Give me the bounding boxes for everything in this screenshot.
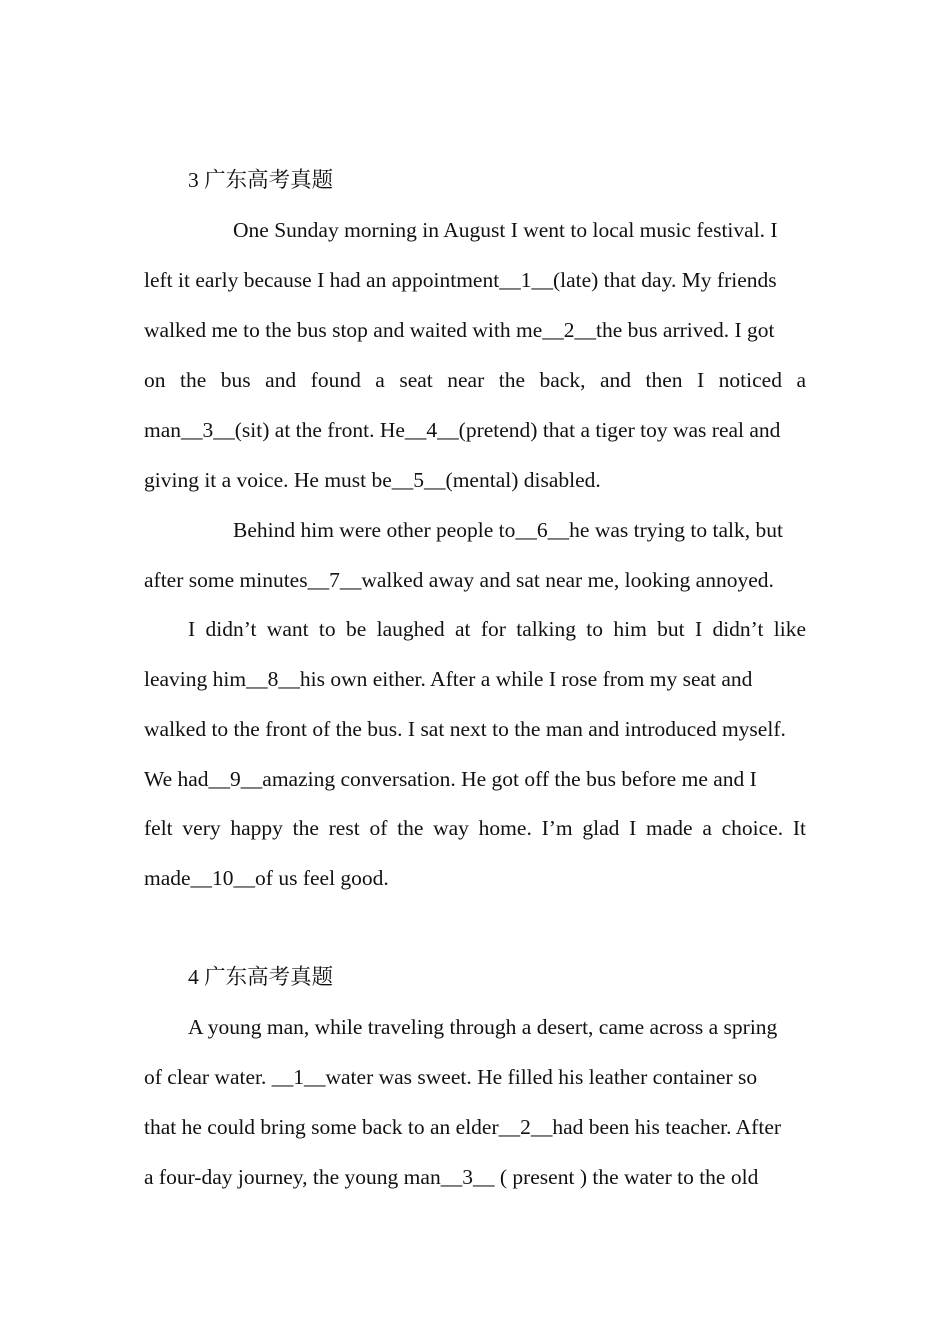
paragraph-line: made__10__of us feel good. xyxy=(144,866,389,890)
paragraph-line: Behind him were other people to__6__he was trying to talk, but xyxy=(233,518,783,542)
paragraph-line: One Sunday morning in August I went to local music festival. I xyxy=(233,218,778,242)
paragraph-line: that he could bring some back to an elder__2__had been his teacher. After xyxy=(144,1115,782,1139)
paragraph-line: of clear water. __1__water was sweet. He filled his leather container so xyxy=(144,1065,758,1089)
paragraph-line: felt very happy the rest of the way home. I’m glad I made a choice. It xyxy=(144,816,806,840)
paragraph-line: I didn’t want to be laughed at for talking to him but I didn’t like xyxy=(188,617,806,641)
paragraph-line: after some minutes__7__walked away and sat near me, looking annoyed. xyxy=(144,568,774,592)
paragraph-line: leaving him__8__his own either. After a while I rose from my seat and xyxy=(144,667,753,691)
paragraph-line: giving it a voice. He must be__5__(mental) disabled. xyxy=(144,468,601,492)
paragraph-line: walked me to the bus stop and waited with me__2__the bus arrived. I got xyxy=(144,318,775,342)
paragraph-line: A young man, while traveling through a desert, came across a spring xyxy=(188,1015,778,1039)
paragraph-line: left it early because I had an appointment__1__(late) that day. My friends xyxy=(144,268,777,292)
paragraph-line: man__3__(sit) at the front. He__4__(pretend) that a tiger toy was real and xyxy=(144,418,781,442)
section-heading: 4 广东高考真题 xyxy=(188,965,334,989)
paragraph-line: a four-day journey, the young man__3__ ( present ) the water to the old xyxy=(144,1165,759,1189)
paragraph-line: on the bus and found a seat near the back, and then I noticed a xyxy=(144,368,806,392)
section-heading: 3 广东高考真题 xyxy=(188,168,334,192)
paragraph-line: We had__9__amazing conversation. He got off the bus before me and I xyxy=(144,767,757,791)
paragraph-line: walked to the front of the bus. I sat next to the man and introduced myself. xyxy=(144,717,786,741)
